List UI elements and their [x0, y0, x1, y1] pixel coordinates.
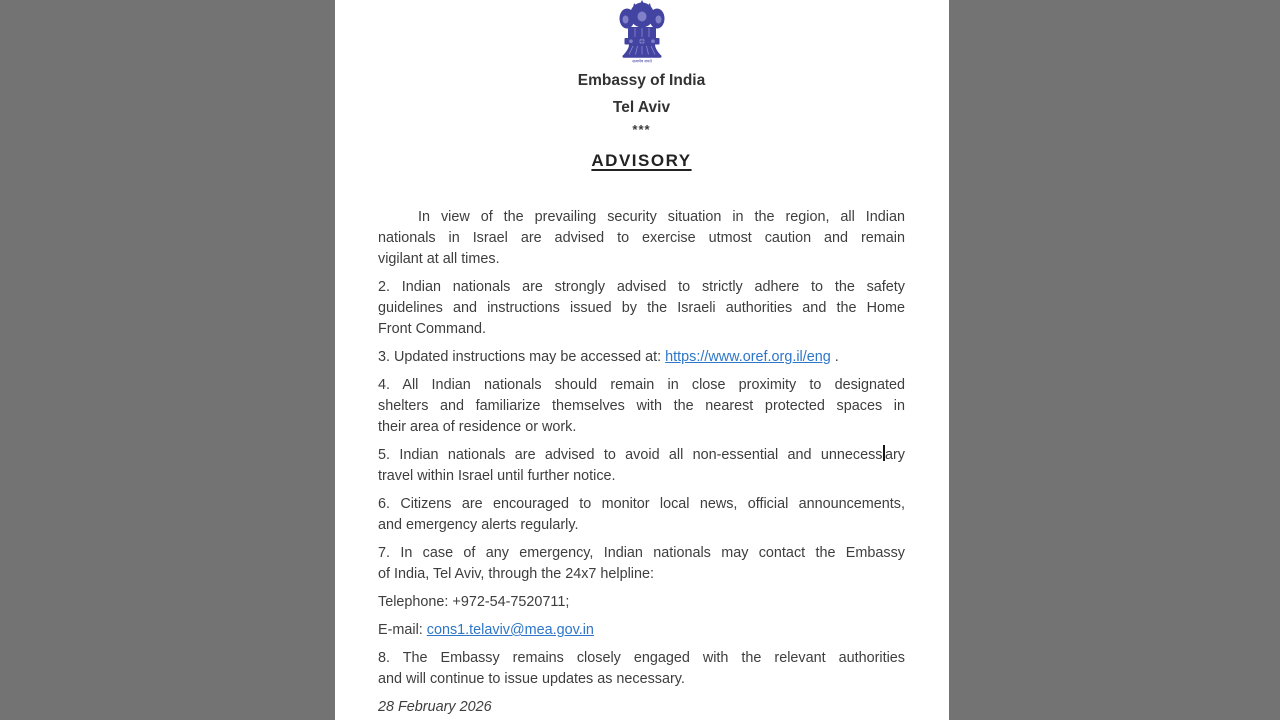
paragraph-8: [378, 648, 905, 690]
document-title-text: ADVISORY: [591, 151, 692, 170]
paragraph-3-suffix: .: [830, 349, 839, 365]
text-line: of India, Tel Aviv, through the 24x7 helpline:: [378, 566, 655, 582]
text-line: 4. All Indian nationals should remain in close proximity to designated: [378, 377, 905, 393]
oref-link[interactable]: https://www.oref.org.il/eng: [665, 349, 831, 365]
text-line: shelters and familiarize themselves with the nearest protected spaces in: [378, 398, 905, 414]
paragraph-2: [378, 277, 905, 340]
document-title: [378, 150, 905, 171]
embassy-city: Tel Aviv: [612, 99, 671, 116]
emblem-container: [378, 0, 905, 64]
text-line: 8. The Embassy remains closely engaged with the relevant authorities: [378, 650, 905, 666]
india-emblem-icon: [614, 0, 670, 64]
text-line: In view of the prevailing security situation in the region, all Indian: [418, 209, 905, 225]
document-page[interactable]: [335, 0, 949, 720]
paragraph-6: [378, 494, 905, 536]
text-line: 7. In case of any emergency, Indian nationals may contact the Embassy: [378, 545, 905, 561]
document-header: [378, 0, 905, 171]
text-line: Front Command.: [378, 321, 486, 337]
telephone-line: [378, 592, 905, 613]
text-line: and emergency alerts regularly.: [378, 517, 579, 533]
paragraph-3: [378, 347, 905, 368]
email-label: E-mail:: [378, 622, 427, 638]
text-line: 2. Indian nationals are strongly advised to strictly adhere to the safety: [378, 279, 905, 295]
text-line: travel within Israel until further notice.: [378, 468, 616, 484]
page-content: [335, 0, 949, 718]
paragraph-4: [378, 375, 905, 438]
paragraph-5-text: 5. Indian nationals are advised to avoid all non-essential and unnecess: [378, 447, 883, 463]
text-line: 28 February 2026: [378, 699, 492, 715]
text-line: [378, 347, 905, 368]
paragraph-3-text: 3. Updated instructions may be accessed at:: [378, 349, 666, 365]
text-line: 6. Citizens are encouraged to monitor local news, official announcements,: [378, 496, 905, 512]
document-body: [378, 207, 905, 718]
text-line: vigilant at all times.: [378, 251, 500, 267]
email-line: [378, 620, 905, 641]
paragraph-1: [378, 207, 905, 270]
text-line: [378, 445, 905, 466]
text-line: Telephone: +972-54-7520711;: [378, 594, 570, 610]
paragraph-5: [378, 445, 905, 487]
text-line: and will continue to issue updates as necessary.: [378, 671, 685, 687]
separator-stars: ***: [632, 122, 651, 137]
text-line: nationals in Israel are advised to exercise utmost caution and remain: [378, 230, 905, 246]
embassy-name: Embassy of India: [577, 72, 706, 89]
document-date: [378, 697, 905, 718]
email-link[interactable]: cons1.telaviv@mea.gov.in: [426, 622, 594, 638]
emblem-motto: सत्यमेव जयते: [631, 58, 652, 64]
text-line: [378, 620, 905, 641]
paragraph-5-text-after-cursor: ary: [885, 447, 905, 463]
text-line: guidelines and instructions issued by the Israeli authorities and the Home: [378, 300, 905, 316]
paragraph-7: [378, 543, 905, 585]
text-line: their area of residence or work.: [378, 419, 577, 435]
